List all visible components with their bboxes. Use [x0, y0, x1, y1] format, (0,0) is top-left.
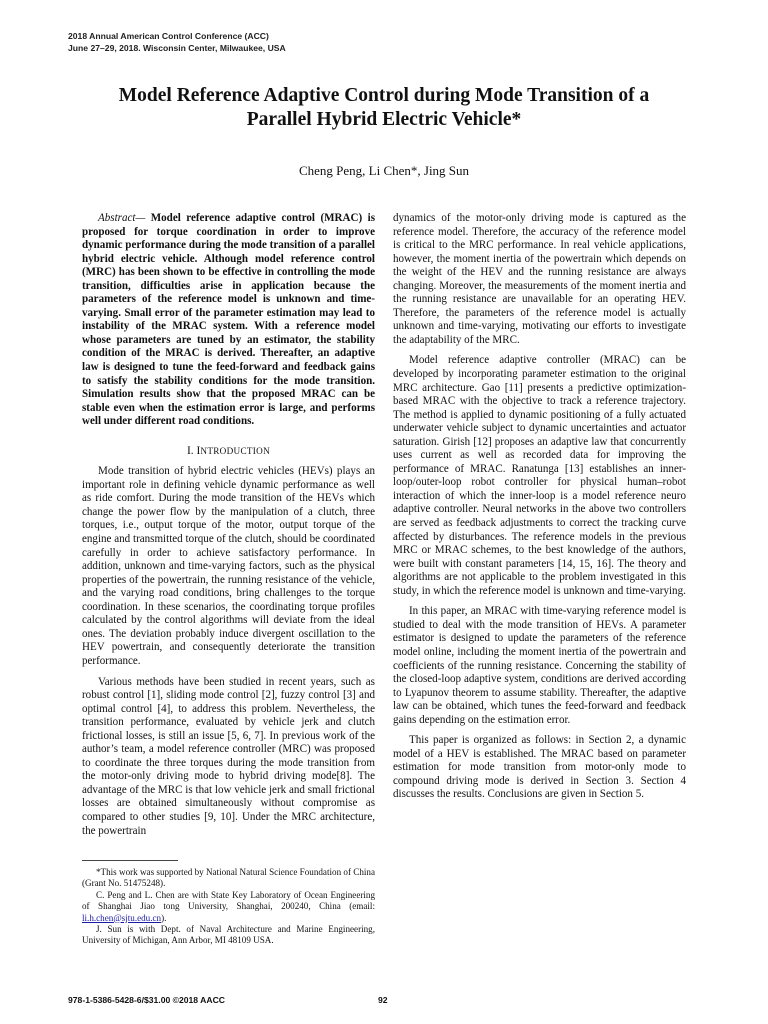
- title-line-1: Model Reference Adaptive Control during Mode Transition of a: [118, 85, 650, 106]
- footnote-affiliation-2: J. Sun is with Dept. of Naval Architecture and Marine Engineering, University of Michigan, Ann Arbor, MI 48109 USA.: [82, 924, 375, 946]
- paper-title: [60, 84, 708, 132]
- conference-header: [68, 31, 286, 54]
- footnote-affiliation-1: [82, 890, 375, 924]
- section-title-rest: NTRODUCTION: [200, 445, 271, 456]
- footnote-affiliation-text: C. Peng and L. Chen are with State Key Laboratory of Ocean Engineering of Shanghai Jiao tong University, Shanghai, 200240, China (email:: [82, 889, 375, 912]
- page-number: 92: [378, 995, 388, 1005]
- section-initial: I: [196, 444, 201, 457]
- paragraph: Model reference adaptive controller (MRAC) can be developed by incorporating parameter estimation to the original MRC architecture. Gao [11] presents a predictive optimization-based MRAC with the objective to track a reference trajectory. The method is applied to dynamic positioning of a fully actuated underwater vehicle subject to dynamic uncertainties and actuator saturation. Girish [12] proposes an adaptive law that concurrently uses current as well as recorded data for improving the performance of MRAC. Ranatunga [13] establishes an inner-loop/outer-loop robot controller for physical human–robot interaction of which the inner-loop is a model reference neuro adaptive controller. Neural networks in the above two controllers are served as feedback adjustments to correct the tracking curve affected by disturbances. The reference models in the previous MRC or MRAC schemes, to the best knowledge of the authors, were built with constant parameters [14, 15, 16]. The theory and algorithms are not applicable to the problem investigated in this study, in which the reference model is unknown and time-varying.: [393, 354, 686, 597]
- footnote-divider: [82, 860, 178, 861]
- footnote-affiliation-close: ).: [161, 912, 167, 923]
- conference-name: 2018 Annual American Control Conference (ACC): [68, 31, 269, 41]
- email-link[interactable]: li.h.chen@sjtu.edu.cn: [82, 912, 162, 923]
- right-column: [393, 212, 686, 802]
- left-column: [82, 212, 375, 838]
- abstract-label: Abstract: [98, 212, 136, 224]
- author-list: Cheng Peng, Li Chen*, Jing Sun: [298, 163, 470, 178]
- abstract-text: Model reference adaptive control (MRAC) is proposed for torque coordination in order to improve dynamic performance during the mode transition of a parallel hybrid electric vehicle. Although model reference control (MRC) has been shown to be effective in controlling the mode transition, difficulties arise in application because the parameters of the reference model is unknown and time-varying. Small error of the parameter estimation may lead to instability of the MRAC system. With a reference model whose parameters are tuned by an estimator, the stability condition of the MRAC is derived. Thereafter, an adaptive law is designed to tune the feed-forward and feedback gains to satisfy the stability conditions for the mode transition. Simulation results show that the proposed MRAC can be stable even when the estimation error is large, and performs well under different road conditions.: [82, 212, 375, 428]
- title-line-2: Parallel Hybrid Electric Vehicle*: [246, 109, 522, 130]
- paragraph: Mode transition of hybrid electric vehicles (HEVs) plays an important role in defining vehicle dynamic performance as well as ride comfort. During the mode transition of the HEVs which change the power flow by the manipulation of a clutch, three torques, i.e., output torque of the motor, output torque of the engine and transmitted torque of the clutch, should be coordinated carefully in order to achieve satisfactory performance. In addition, unknown and time-varying factors, such as the physical properties of the powertrain, the running resistance of the vehicle, and the varying road conditions, bring challenges to the torque coordination. In these scenarios, the coordinating torque profiles calculated by the control algorithms will deviate from the ideal ones. The deviation probably induce divergent oscillation to the HEV powertrain, and consequently deteriorate the transition performance.: [82, 465, 375, 667]
- abstract: [82, 212, 375, 429]
- section-number: I.: [186, 444, 194, 457]
- conference-date-location: June 27–29, 2018. Wisconsin Center, Milwaukee, USA: [68, 42, 286, 53]
- abstract-dash: —: [135, 212, 151, 224]
- paragraph: In this paper, an MRAC with time-varying reference model is studied to deal with the mode transition of HEVs. A parameter estimator is designed to update the parameters of the reference model online, including the moment inertia of the powertrain and coefficients of the running resistance. Concerning the stability of the closed-loop adaptive system, conditions are derived according to Lyapunov theorem to assume stability. Thereafter, the adaptive law can be obtained, which tunes the feed-forward and feedback gains depending on the estimation error.: [393, 605, 686, 726]
- paragraph: dynamics of the motor-only driving mode is captured as the reference model. Therefore, the accuracy of the reference model is critical to the MRC performance. In real vehicle applications, however, the moment inertia of the powertrain which depends on the weight of the HEV and the running resistance are always changing. Moreover, the measurements of the moment inertia and the running resistance are unavailable for an operating HEV. Therefore, the parameters of the reference model is actually unknown and time-varying, motivating our efforts to investigate the adaptability of the MRC.: [393, 212, 686, 346]
- paragraph: Various methods have been studied in recent years, such as robust control [1], sliding mode control [2], fuzzy control [3] and optimal control [4], to address this problem. Nevertheless, the transition performance, evaluated by vehicle jerk and clutch frictional losses, is still an issue [5, 6, 7]. In previous work of the author’s team, a model reference controller (MRC) was proposed to coordinate the three torques during the mode transition from the motor-only driving mode to hybrid driving mode[8]. The advantage of the MRC is that low vehicle jerk and small frictional losses are obtained simultaneously without compromise as compared to other studies [9, 10]. Under the MRC architecture, the powertrain: [82, 675, 375, 837]
- isbn-copyright: 978-1-5386-5428-6/$31.00 ©2018 AACC: [68, 995, 225, 1005]
- footnotes: [82, 867, 375, 947]
- section-heading-introduction: [82, 445, 375, 459]
- footnote-funding: *This work was supported by National Natural Science Foundation of China (Grant No. 51475248).: [82, 867, 375, 889]
- paragraph: This paper is organized as follows: in Section 2, a dynamic model of a HEV is established. The MRAC based on parameter estimation for mode transition from motor-only mode to compound driving mode is derived in Section 3. Section 4 discusses the results. Conclusions are given in Section 5.: [393, 734, 686, 801]
